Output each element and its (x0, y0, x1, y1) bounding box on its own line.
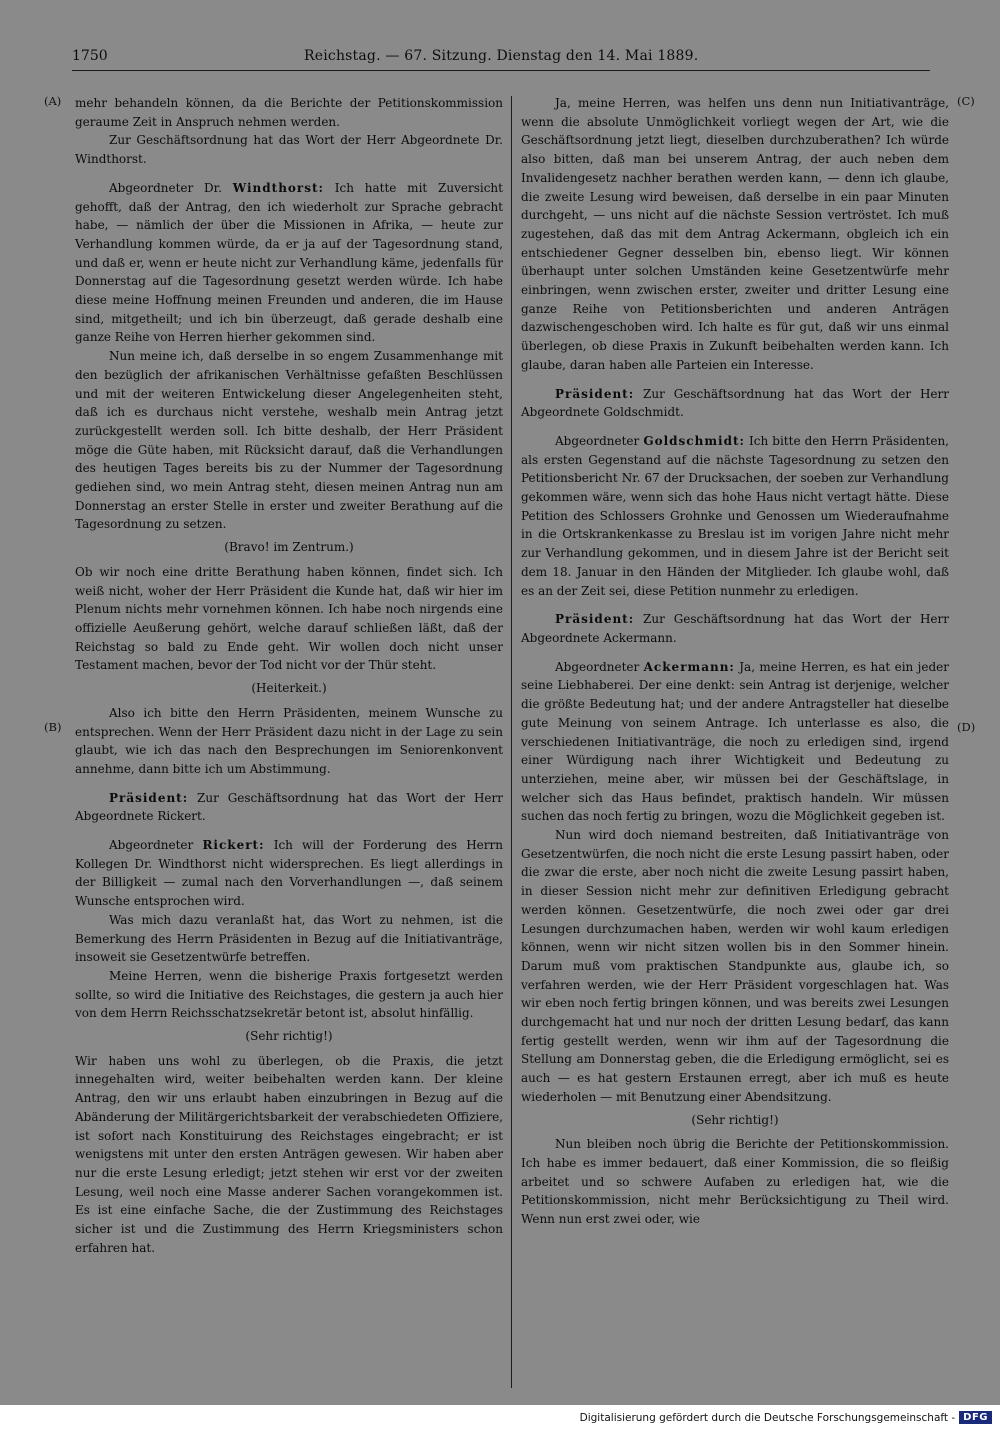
speaker-intro: Abgeordneter (555, 659, 640, 674)
paragraph: Meine Herren, wenn die bisherige Praxis fortgesetzt werden sollte, so wird die Initiative des Reichstages, die gestern ja auch hier von dem Herrn Reichsschatzsekretär betont ist, absolut hinfällig. (75, 968, 503, 1021)
speaker-name: Präsident: (555, 386, 635, 401)
paragraph: Nun wird doch niemand bestreiten, daß Initiativanträge von Gesetzentwürfen, die noch nicht die erste Lesung passirt haben, oder die zwar die erste, aber noch nicht die zweite Lesung passirt haben, in dieser Session nicht mehr zur definitiven Erledigung gebracht werden können. Gesetzentwürfe, die noch zwei oder gar drei Lesungen durchzumachen haben, werden wir wohl kaum erledigen können, wenn wir nicht sitzen wollen bis in den Sommer hinein. Darum muß vom praktischen Standpunkte aus, glaube ich, so verfahren werden, wie der Herr Präsident vorgeschlagen hat. Was wir eben noch fertig bringen können, und was bereits zwei Lesungen durchgemacht hat und nur noch der dritten Lesung bedarf, das kann fertig gestellt werden, wenn wir ihm auf der Tagesordnung die Stellung am Donnerstag geben, die die Erledigung ermöglicht, sei es auch — es hat gestern Erstaunen erregt, aber ich muß es heute wiederholen — mit Benutzung einer Abendsitzung. (521, 828, 949, 1104)
paragraph: Ob wir noch eine dritte Berathung haben können, findet sich. Ich weiß nicht, woher der Herr Präsident die Kunde hat, daß wir hier im Plenum nichts mehr vornehmen können. Ich habe noch nirgends eine offizielle Aeußerung gehört, welche darauf schließen läßt, daß der Reichstag so bald zu Ende geht. Wir wollen doch nicht unser Testament machen, bevor der Tod nicht vor der Thür steht. (75, 564, 503, 673)
margin-label-c: (C) (957, 94, 975, 108)
left-column (75, 94, 503, 1257)
paragraph: Also ich bitte den Herrn Präsidenten, meinem Wunsche zu entsprechen. Wenn der Herr Präsident dazu nicht in der Lage zu sein glaubt, wie ich das nach den Besprechungen im Seniorenkonvent annehme, dann bitte ich um Abstimmung. (75, 705, 503, 776)
paragraph: Nun meine ich, daß derselbe in so engem Zusammenhange mit den bezüglich der afrikanischen Verhältnisse gefaßten Beschlüssen und mit der weiteren Entwickelung dieser Angelegenheiten steht, daß ich es durchaus nicht verstehe, weshalb mein Antrag jetzt zurückgestellt werden soll. Ich bitte deshalb, der Herr Präsident möge die Güte haben, mit Rücksicht darauf, daß die Verhandlungen des heutigen Tages bereits bis zu der Nummer der Tagesordnung gediehen sind, wo mein Antrag steht, diesen meinen Antrag nun am Donnerstag an erster Stelle in erster und zweiter Berathung auf die Tagesordnung zu setzen. (75, 349, 503, 532)
column-divider (511, 96, 512, 1388)
speech-windthorst (75, 179, 503, 347)
speaker-name: Goldschmidt: (643, 433, 745, 448)
page-header (72, 48, 930, 70)
margin-label-b: (B) (44, 720, 62, 734)
speaker-name: Windthorst: (232, 180, 324, 195)
speech-text: Ich will der Forderung des Herrn Kollegen Dr. Windthorst nicht widersprechen. Es liegt allerdings in der Billigkeit — zumal nach den Vorverhandlungen —, daß seinem Wunsche entsprochen wird. (75, 838, 503, 909)
speaker-name: Präsident: (555, 612, 635, 627)
speech-text: Ich bitte den Herrn Präsidenten, als ersten Gegenstand auf die nächste Tagesordnung zu setzen den Petitionsbericht Nr. 67 der Drucksachen, der soeben zur Verhandlung gekommen wäre, wenn sich das hohe Haus nicht vertagt hätte. Diese Petition des Schlossers Grohnke und Genossen um Wiederaufnahme in die Ortskrankenkasse zu Breslau ist im vorigen Jahre nicht mehr zur Verhandlung gekommen, und in diesem Jahre ist der Bericht seit dem 18. Januar in den Händen der Mitglieder. Ich glaube wohl, daß es an der Zeit sei, diese Petition nunmehr zu erledigen. (521, 433, 949, 598)
margin-label-a: (A) (44, 94, 62, 108)
footer-text: Digitalisierung gefördert durch die Deutsche Forschungsgemeinschaft - (579, 1411, 956, 1424)
paragraph: Zur Geschäftsordnung hat das Wort der Herr Abgeordnete Dr. Windthorst. (75, 133, 503, 167)
speech-president (521, 610, 949, 647)
paragraph: Nun bleiben noch übrig die Berichte der Petitionskommission. Ich habe es immer bedauert, daß einer Kommission, die so fleißig arbeitet und so schwere Aufaben zu erledigen hat, wie die Petitionskommission, nicht mehr Berücksichtigung zu Theil wird. Wenn nun erst zwei oder, wie (521, 1137, 949, 1227)
speech-text: Ja, meine Herren, es hat ein jeder seine Liebhaberei. Der eine denkt: sein Antrag ist derjenige, welcher die größte Bedeutung hat; und der andere Antragsteller hat dieselbe gute Meinung von seinem Antrage. Ich unterlasse es also, die verschiedenen Initiativanträge, die noch zu erledigen sind, irgend einer Würdigung nach ihrer Wichtigkeit und Bedeutung zu unterziehen, meine aber, wir müssen bei der Geschäftslage, in welcher sich das Haus befindet, praktisch handeln. Wir müssen suchen das noch fertig zu bringen, wozu die Möglichkeit gegeben ist. (521, 659, 949, 824)
footer-credit (580, 1411, 992, 1424)
speaker-intro: Abgeordneter (109, 838, 194, 853)
speech-text: Ich hatte mit Zuversicht gehofft, daß der Antrag, den ich wiederholt zur Sprache gebracht habe, — nämlich der über die Missionen in Afrika, — heute zur Verhandlung kommen würde, da er ja auf der Tagesordnung stand, und daß er, wenn er heute nicht zur Verhandlung käme, jedenfalls für Donnerstag auf die Tagesordnung gesetzt werden würde. Ich habe diese meine Hoffnung meinen Freunden und anderen, die im Hause sind, mitgetheilt; und ich bin überzeugt, daß gerade deshalb eine ganze Reihe von Herren hierher gekommen sind. (75, 180, 503, 345)
speech-ackermann (521, 658, 949, 826)
right-column (521, 94, 949, 1229)
speech-goldschmidt (521, 432, 949, 600)
speech-president (521, 385, 949, 422)
interjection: (Sehr richtig!) (691, 1112, 779, 1127)
page-number: 1750 (72, 48, 108, 64)
speech-president (75, 789, 503, 826)
speaker-intro: Abgeordneter (555, 433, 640, 448)
speech-text: Zur Geschäftsordnung hat das Wort der Herr Abgeordnete Rickert. (75, 790, 503, 824)
paragraph: Wir haben uns wohl zu überlegen, ob die Praxis, die jetzt innegehalten wird, weiter beibehalten werden kann. Der kleine Antrag, den wir uns erlaubt haben einzubringen in Bezug auf die Abänderung der Militärgerichtsbarkeit der verabschiedeten Offiziere, ist sofort nach Konstituirung des Reichstages eingebracht; er ist wenigstens mit unter den ersten Anträgen gewesen. Wir haben aber nur die erste Lesung erledigt; jetzt stehen wir erst vor der zweiten Lesung, weil noch eine Masse anderer Sachen vorangekommen ist. Es ist eine einfache Sache, die der Zustimmung des Reichstages sicher ist und die Zustimmung des Herrn Kriegsministers schon erfahren hat. (75, 1053, 503, 1255)
speaker-name: Rickert: (202, 838, 265, 853)
interjection: (Heiterkeit.) (251, 681, 327, 696)
interjection: (Bravo! im Zentrum.) (224, 540, 354, 555)
speech-text: Zur Geschäftsordnung hat das Wort der Herr Abgeordnete Ackermann. (521, 612, 949, 645)
speaker-name: Präsident: (109, 790, 189, 805)
paragraph: Ja, meine Herren, was helfen uns denn nun Initiativanträge, wenn die absolute Unmöglichkeit vorliegt wegen der Art, wie die Geschäftsordnung jetzt liegt, dieselben durchzuberathen? Ich würde also bitten, daß man bei unserem Antrag, der auch neben dem Invalidengesetz nachher berathen werden kann, — denn ich glaube, die zweite Lesung wird beweisen, daß derselbe in ein paar Minuten durchgeht, — uns nicht auf die nächste Session vertröstet. Ich muß zugestehen, daß das mit dem Antrag Ackermann, obgleich ich ein entschiedener Gegner desselben bin, ebenso liegt. Wir können überhaupt unter solchen Umständen keine Gesetzentwürfe mehr einbringen, wenn zwischen erster, zweiter und dritter Lesung eine ganze Reihe von Petitionsberichten und anderen Anträgen dazwischengeschoben wird. Ich halte es für gut, daß wir uns einmal überlegen, ob diese Praxis in Zukunft beibehalten werden kann. Ich glaube, daran haben alle Parteien ein Interesse. (521, 96, 949, 372)
running-title: Reichstag. — 67. Sitzung. Dienstag den 14. Mai 1889. (304, 48, 699, 64)
speaker-intro: Abgeordneter Dr. (109, 180, 222, 195)
dfg-logo: DFG (959, 1411, 992, 1424)
margin-label-d: (D) (957, 720, 976, 734)
header-rule (72, 70, 930, 71)
speech-text: Zur Geschäftsordnung hat das Wort der Herr Abgeordnete Goldschmidt. (521, 386, 949, 420)
speech-rickert (75, 836, 503, 911)
speaker-name: Ackermann: (643, 659, 735, 674)
interjection: (Sehr richtig!) (245, 1029, 333, 1044)
paragraph: mehr behandeln können, da die Berichte der Petitionskommission geraume Zeit in Anspruch nehmen werden. (75, 96, 503, 129)
paragraph: Was mich dazu veranlaßt hat, das Wort zu nehmen, ist die Bemerkung des Herrn Präsidenten in Bezug auf die Initiativanträge, insoweit sie Gesetzentwürfe betreffen. (75, 912, 503, 965)
